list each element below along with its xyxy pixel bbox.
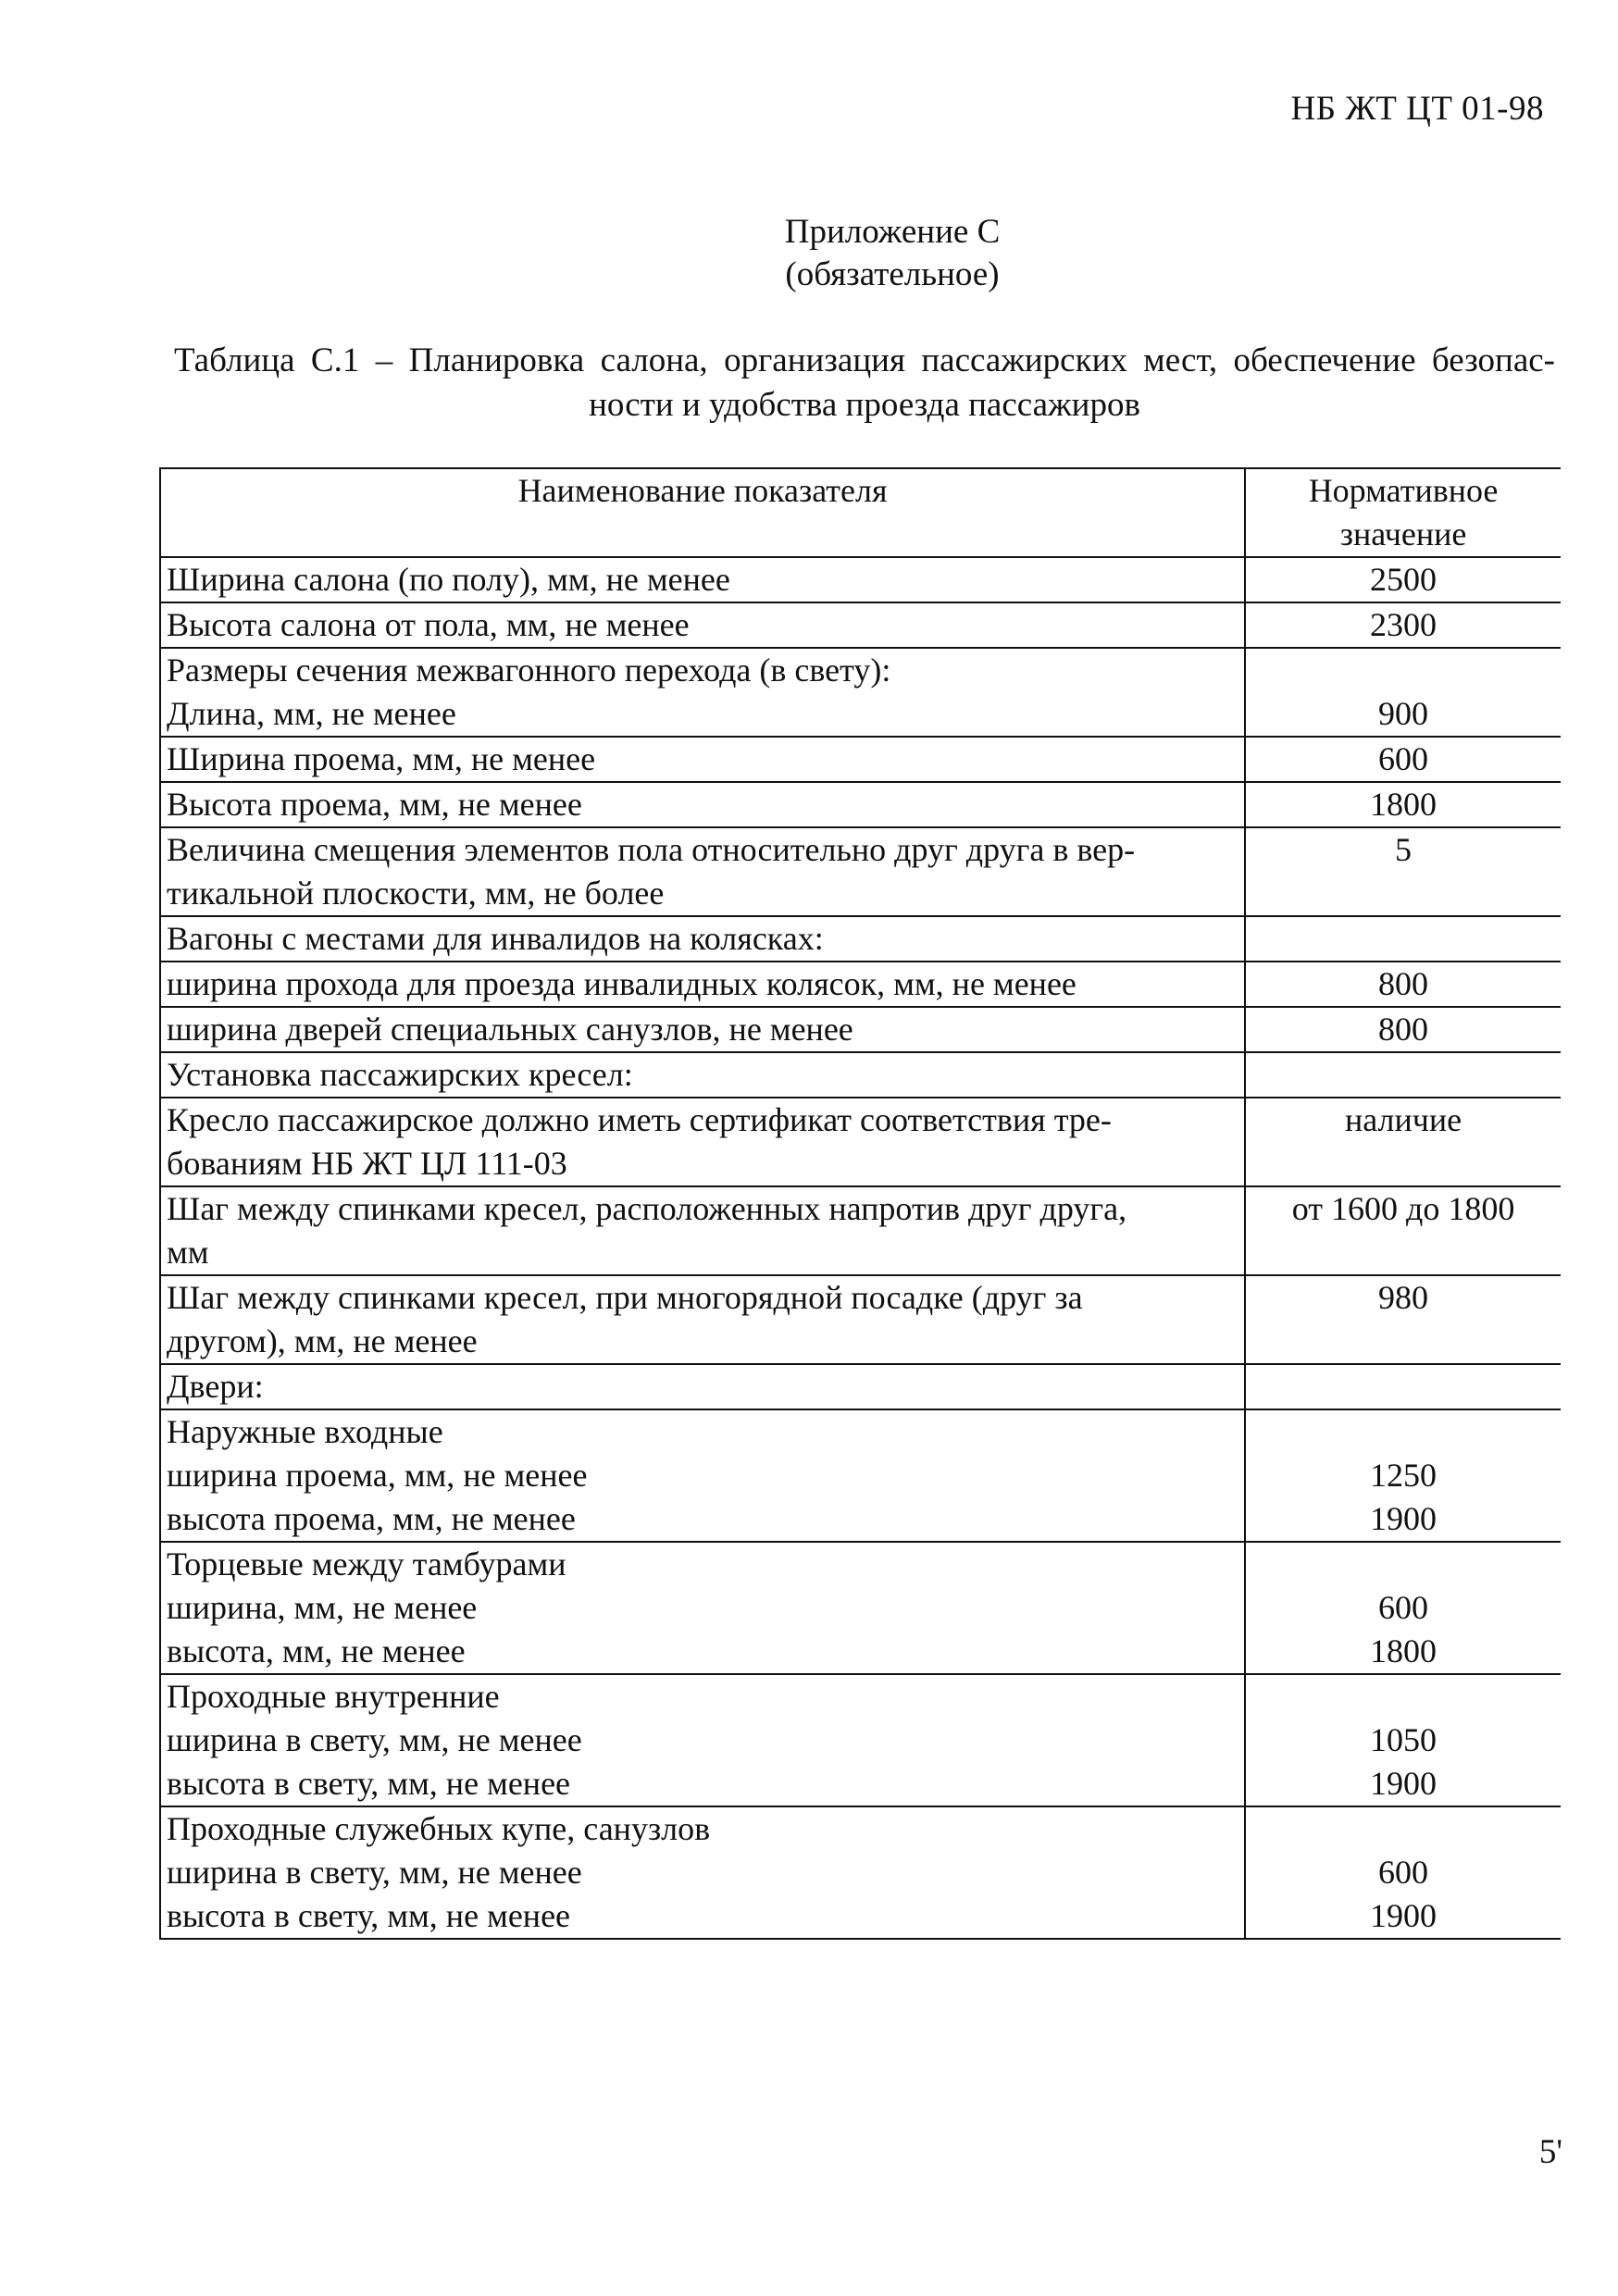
indicator-name-line: Проходные внутренние	[167, 1678, 500, 1715]
indicator-name-cell	[160, 737, 1245, 782]
table-row	[160, 737, 1561, 782]
value-spacer	[1251, 1410, 1555, 1454]
table-row	[160, 1098, 1561, 1186]
table-row	[160, 1806, 1561, 1939]
indicator-name-cell	[160, 1806, 1245, 1939]
indicator-name-line: ширина прохода для проезда инвалидных колясок, мм, не менее	[167, 965, 1077, 1002]
indicator-name-line: Проходные служебных купе, санузлов	[167, 1810, 711, 1847]
normative-value-cell	[1245, 1275, 1561, 1364]
indicator-name-cell	[160, 1364, 1245, 1409]
normative-value: 1900	[1370, 1500, 1438, 1537]
indicator-name-line: высота в свету, мм, не менее	[167, 1897, 571, 1934]
value-spacer	[1251, 1231, 1555, 1274]
indicator-name-line: Наружные входные	[167, 1413, 443, 1450]
indicator-name-line: Длина, мм, не менее	[167, 695, 456, 732]
value-spacer	[1251, 1142, 1555, 1185]
value-spacer	[1251, 917, 1555, 961]
column-header-value	[1245, 468, 1561, 557]
normative-value: 980	[1378, 1279, 1429, 1316]
indicator-name-line: ширина в свету, мм, не менее	[167, 1854, 582, 1891]
indicator-name-cell	[160, 1186, 1245, 1275]
indicator-name-line: высота в свету, мм, не менее	[167, 1765, 571, 1802]
appendix-title: Приложение С	[784, 213, 1001, 251]
normative-value: 2300	[1370, 606, 1438, 643]
appendix-status: (обязательное)	[785, 255, 1000, 293]
normative-value: от 1600 до 1800	[1291, 1190, 1515, 1227]
table-row	[160, 1364, 1561, 1409]
document-code: НБ ЖТ ЦТ 01-98	[1290, 90, 1544, 128]
normative-value: 1800	[1370, 786, 1438, 823]
normative-value-cell	[1245, 1007, 1561, 1052]
indicator-name-cell	[160, 1098, 1245, 1186]
value-spacer	[1251, 1675, 1555, 1719]
indicator-name-cell	[160, 648, 1245, 737]
normative-value: 1050	[1370, 1721, 1438, 1758]
table-row	[160, 827, 1561, 916]
indicator-name-cell	[160, 782, 1245, 827]
normative-value: 1800	[1370, 1632, 1438, 1669]
indicator-name-line: ширина в свету, мм, не менее	[167, 1721, 582, 1758]
column-header-name: Наименование показателя	[160, 468, 1245, 557]
normative-value-cell	[1245, 1806, 1561, 1939]
normative-value-cell	[1245, 1098, 1561, 1186]
indicator-name-line: высота, мм, не менее	[167, 1632, 466, 1669]
indicator-name-cell	[160, 1409, 1245, 1542]
normative-value-cell	[1245, 1674, 1561, 1806]
normative-value: 5	[1395, 831, 1413, 868]
normative-value-cell	[1245, 962, 1561, 1007]
indicator-name-line: Величина смещения элементов пола относительно друг друга в вер-	[167, 831, 1136, 868]
normative-value: 800	[1378, 1011, 1429, 1048]
indicator-name-line: Высота проема, мм, не менее	[167, 786, 582, 823]
table-row	[160, 1186, 1561, 1275]
indicator-name-cell	[160, 962, 1245, 1007]
table-row	[160, 1674, 1561, 1806]
normative-value: 2500	[1370, 561, 1438, 598]
indicator-name-cell	[160, 557, 1245, 602]
indicator-name-line: Шаг между спинками кресел, при многорядной посадке (друг за	[167, 1279, 1083, 1316]
value-spacer	[1251, 649, 1555, 692]
appendix-heading	[0, 211, 1618, 296]
spec-table	[159, 467, 1561, 1940]
table-caption-line-1: Таблица С.1 – Планировка салона, организация пассажирских мест, обеспечение безопас-	[174, 341, 1555, 379]
normative-value-cell	[1245, 557, 1561, 602]
indicator-name-line: тикальной плоскости, мм, не более	[167, 875, 665, 912]
indicator-name-line: Высота салона от пола, мм, не менее	[167, 606, 690, 643]
indicator-name-line: мм	[167, 1234, 209, 1271]
normative-value-cell	[1245, 916, 1561, 962]
column-header-value-line-1: Нормативное	[1308, 472, 1499, 509]
table-row	[160, 1275, 1561, 1364]
normative-value: 1900	[1370, 1765, 1438, 1802]
normative-value: 800	[1378, 965, 1429, 1002]
indicator-name-cell	[160, 1052, 1245, 1098]
table-row	[160, 602, 1561, 648]
table-caption-line-2: ности и удобства проезда пассажиров	[589, 386, 1140, 424]
indicator-name-line: Ширина салона (по полу), мм, не менее	[167, 561, 730, 598]
normative-value: наличие	[1344, 1101, 1462, 1138]
table-row	[160, 1007, 1561, 1052]
normative-value-cell	[1245, 1409, 1561, 1542]
value-spacer	[1251, 1053, 1555, 1097]
normative-value-cell	[1245, 1052, 1561, 1098]
table-row	[160, 557, 1561, 602]
indicator-name-cell	[160, 827, 1245, 916]
value-spacer	[1251, 1807, 1555, 1851]
normative-value: 900	[1378, 695, 1429, 732]
normative-value-cell	[1245, 1364, 1561, 1409]
value-spacer	[1251, 1365, 1555, 1409]
indicator-name-line: высота проема, мм, не менее	[167, 1500, 576, 1537]
indicator-name-cell	[160, 602, 1245, 648]
table-row	[160, 1409, 1561, 1542]
indicator-name-line: другом), мм, не менее	[167, 1322, 478, 1359]
normative-value-cell	[1245, 602, 1561, 648]
value-spacer	[1251, 872, 1555, 915]
page-number: 5'	[1538, 2133, 1562, 2171]
normative-value-cell	[1245, 737, 1561, 782]
indicator-name-line: Размеры сечения межвагонного перехода (в свету):	[167, 652, 891, 689]
normative-value: 600	[1378, 1854, 1429, 1891]
indicator-name-line: Кресло пассажирское должно иметь сертификат соответствия тре-	[167, 1101, 1112, 1138]
indicator-name-line: Ширина проема, мм, не менее	[167, 740, 596, 777]
normative-value: 600	[1378, 740, 1429, 777]
normative-value-cell	[1245, 1186, 1561, 1275]
indicator-name-cell	[160, 1275, 1245, 1364]
indicator-name-cell	[160, 1007, 1245, 1052]
indicator-name-line: ширина, мм, не менее	[167, 1589, 478, 1626]
column-header-value-line-2: значение	[1339, 515, 1467, 552]
normative-value-cell	[1245, 827, 1561, 916]
table-row	[160, 648, 1561, 737]
indicator-name-line: Двери:	[167, 1368, 264, 1405]
table-header-row	[160, 468, 1561, 557]
indicator-name-cell	[160, 1674, 1245, 1806]
indicator-name-line: ширина проема, мм, не менее	[167, 1457, 588, 1494]
normative-value: 1900	[1370, 1897, 1438, 1934]
normative-value-cell	[1245, 782, 1561, 827]
indicator-name-line: бованиям НБ ЖТ ЦЛ 111-03	[167, 1145, 567, 1182]
indicator-name-cell	[160, 1542, 1245, 1674]
value-spacer	[1251, 1543, 1555, 1586]
table-caption	[174, 339, 1555, 428]
table-row	[160, 1052, 1561, 1098]
indicator-name-line: Торцевые между тамбурами	[167, 1545, 566, 1582]
table-row	[160, 916, 1561, 962]
indicator-name-line: Шаг между спинками кресел, расположенных напротив друг друга,	[167, 1190, 1127, 1227]
table-row	[160, 782, 1561, 827]
normative-value-cell	[1245, 648, 1561, 737]
normative-value: 1250	[1370, 1457, 1438, 1494]
table-row	[160, 1542, 1561, 1674]
indicator-name-line: ширина дверей специальных санузлов, не менее	[167, 1011, 853, 1048]
value-spacer	[1251, 1320, 1555, 1363]
indicator-name-line: Вагоны с местами для инвалидов на колясках:	[167, 920, 824, 957]
normative-value-cell	[1245, 1542, 1561, 1674]
table-body	[160, 557, 1561, 1939]
indicator-name-cell	[160, 916, 1245, 962]
normative-value: 600	[1378, 1589, 1429, 1626]
table-row	[160, 962, 1561, 1007]
indicator-name-line: Установка пассажирских кресел:	[167, 1056, 633, 1093]
